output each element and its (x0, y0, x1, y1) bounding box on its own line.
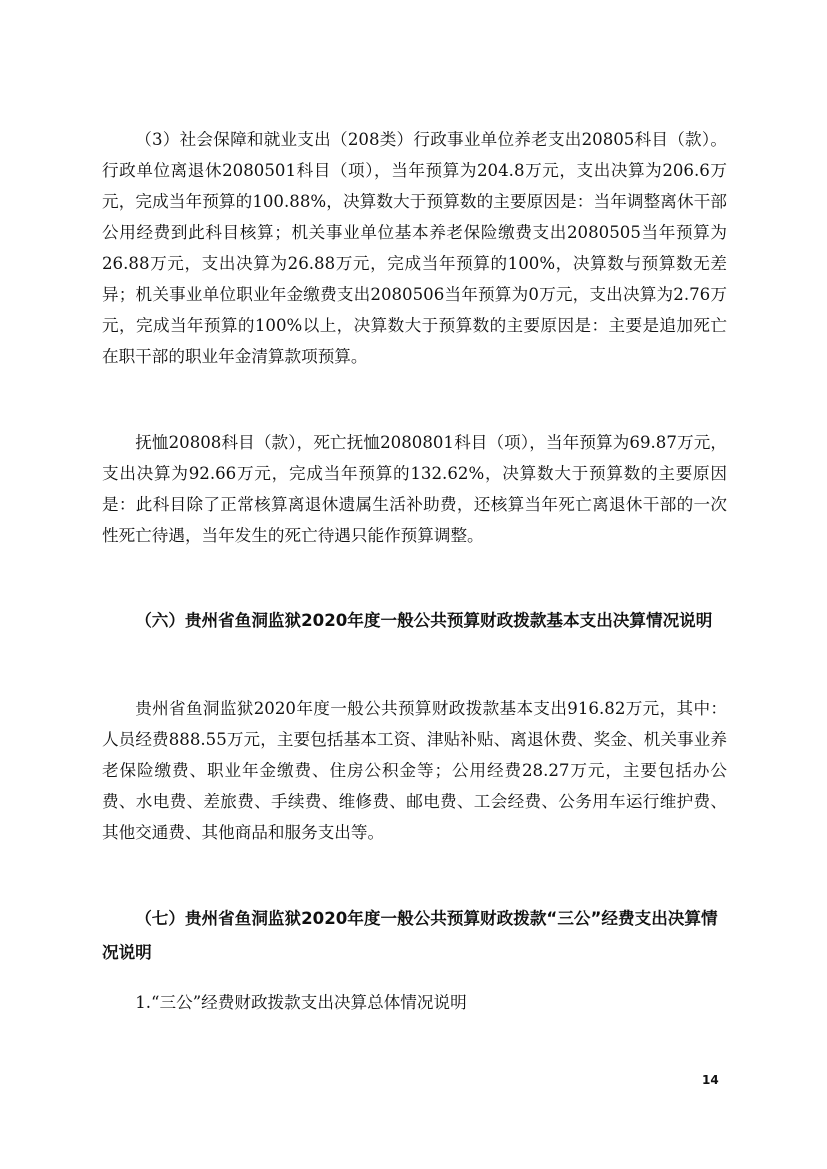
section-7-item-1: 1.“三公”经费财政拨款支出决算总体情况说明 (135, 993, 467, 1012)
paragraph-basic-expenditure: 贵州省鱼洞监狱2020年度一般公共预算财政拨款基本支出916.82万元，其中：人员经费888.55万元，主要包括基本工资、津贴补贴、离退休费、奖金、机关事业养老保险缴费、职业年金缴费、住房公积金等；公用经费28.27万元，主要包括办公费、水电费、差旅费、手续费、维修费、邮电费、工会经费、公务用车运行维护费、其他交通费、其他商品和服务支出等。 (102, 699, 727, 842)
paragraph-social-security: （3）社会保障和就业支出（208类）行政事业单位养老支出20805科目（款）。行政单位离退休2080501科目（项），当年预算为204.8万元，支出决算为206.6万元，完成当年预算的100.88%，决算数大于预算数的主要原因是：当年调整离休干部公用经费到此科目核算；机关事业单位基本养老保险缴费支出2080505当年预算为26.88万元，支出决算为26.88万元，完成当年预算的100%，决算数与预算数无差异；机关事业单位职业年金缴费支出2080506当年预算为0万元，支出决算为2.76万元，完成当年预算的100%以上，决算数大于预算数的主要原因是：主要是追加死亡在职干部的职业年金清算款项预算。 (102, 130, 727, 366)
page-number: 14 (702, 1073, 719, 1087)
section-6-heading: （六）贵州省鱼洞监狱2020年度一般公共预算财政拨款基本支出决算情况说明 (135, 611, 713, 630)
paragraph-pension-relief: 抚恤20808科目（款），死亡抚恤2080801科目（项），当年预算为69.87万元，支出决算为92.66万元，完成当年预算的132.62%，决算数大于预算数的主要原因是：此科目除了正常核算离退休遗属生活补助费，还核算当年死亡离退休干部的一次性死亡待遇，当年发生的死亡待遇只能作预算调整。 (102, 433, 727, 545)
section-7-heading: （七）贵州省鱼洞监狱2020年度一般公共预算财政拨款“三公”经费支出决算情况说明 (102, 909, 718, 962)
